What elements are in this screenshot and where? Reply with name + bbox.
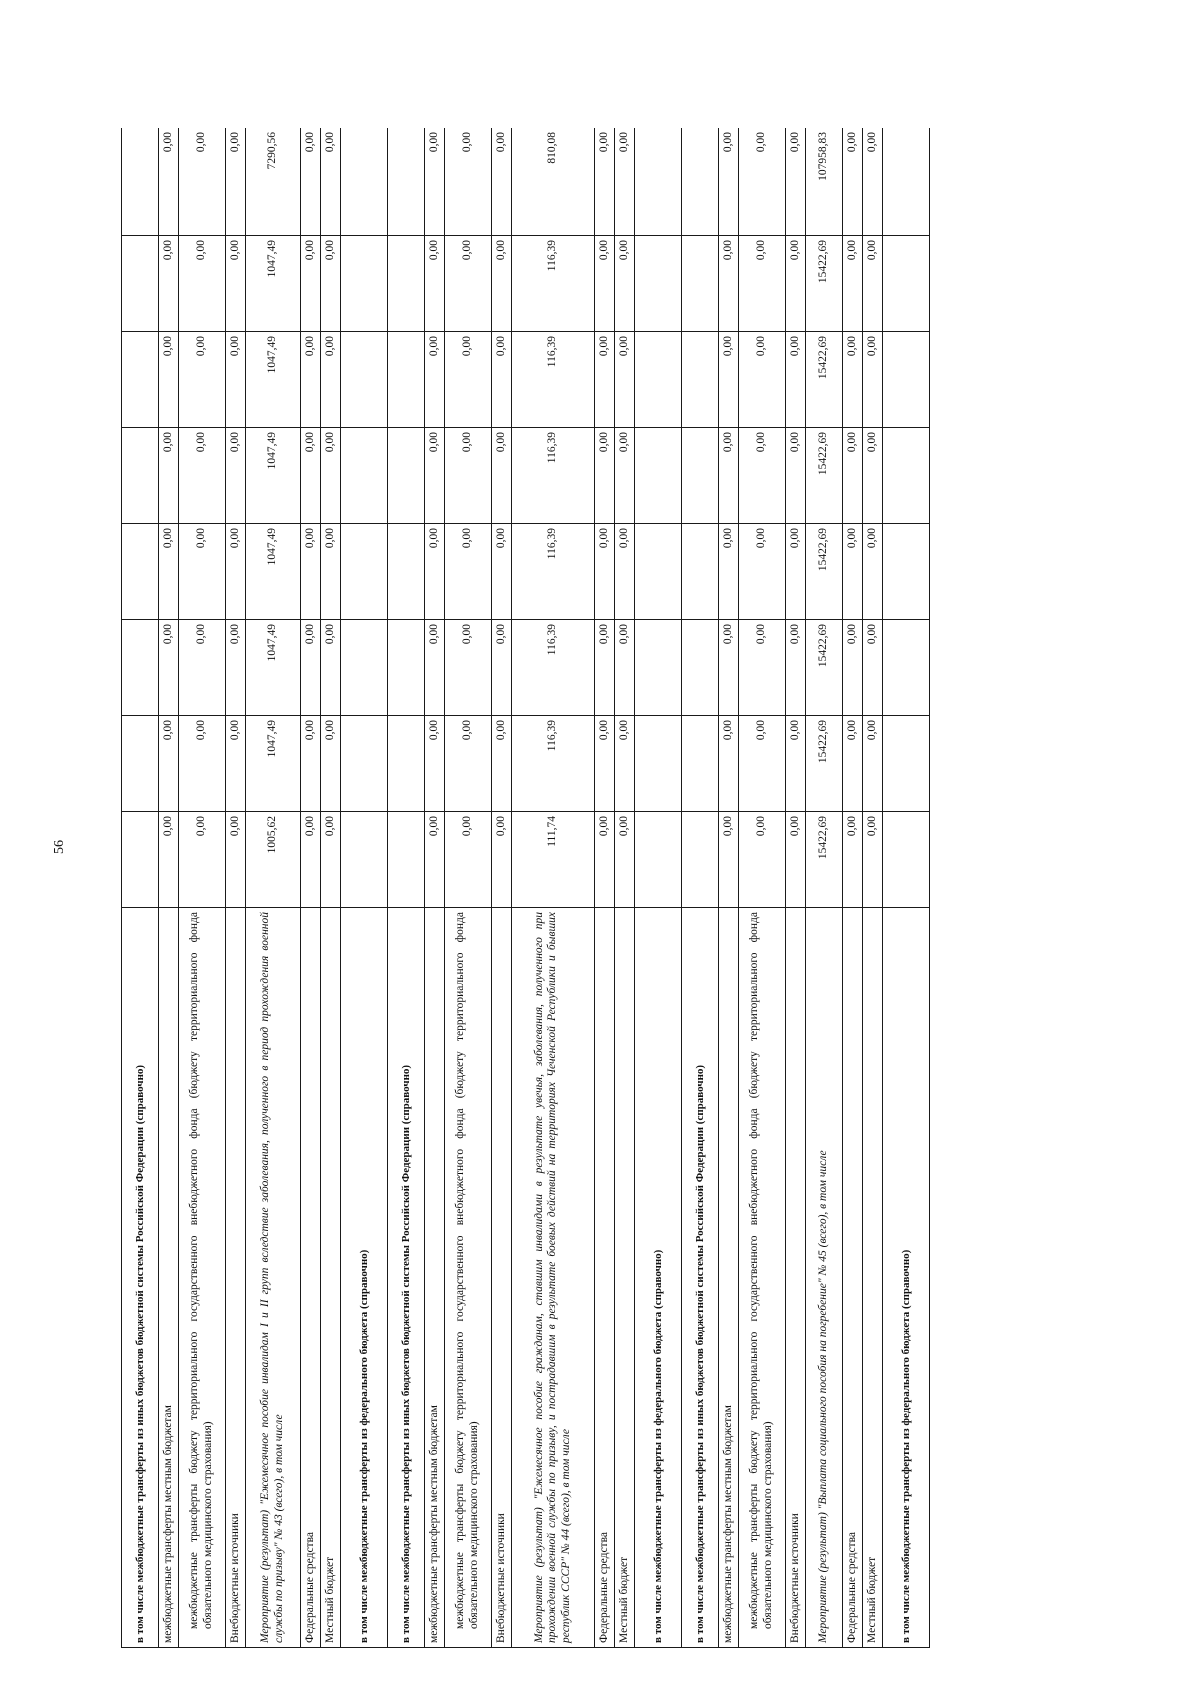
year-value-cell <box>122 524 159 620</box>
year-value-cell <box>341 332 388 428</box>
year-value-cell: 0,00 <box>719 716 739 812</box>
year-value-cell <box>883 332 930 428</box>
row-label: межбюджетные трансферты местным бюджетам <box>425 908 445 1648</box>
year-value-cell: 0,00 <box>425 812 445 908</box>
row-label: межбюджетные трансферты бюджету территориального государственного внебюджетного фонда (бюджету территориального фонда обязательного медицинского страхования) <box>739 908 786 1648</box>
year-value-cell <box>682 812 719 908</box>
year-value-cell: 0,00 <box>843 524 863 620</box>
row-total-cell: 810,08 <box>512 128 595 236</box>
year-value-cell: 15422,69 <box>806 812 843 908</box>
year-value-cell <box>682 524 719 620</box>
year-value-cell: 0,00 <box>786 236 806 332</box>
year-value-cell <box>682 716 719 812</box>
row-label: в том числе межбюджетные трансферты из иных бюджетов бюджетной системы Российской Федерации (справочно) <box>122 908 159 1648</box>
year-value-cell: 0,00 <box>786 812 806 908</box>
year-value-cell: 0,00 <box>595 620 615 716</box>
table-row <box>492 128 512 1648</box>
year-value-cell: 15422,69 <box>806 236 843 332</box>
year-value-cell: 0,00 <box>301 236 321 332</box>
year-value-cell: 1047,49 <box>246 332 301 428</box>
year-value-cell: 0,00 <box>159 524 179 620</box>
year-value-cell: 0,00 <box>786 524 806 620</box>
year-value-cell: 0,00 <box>321 332 341 428</box>
year-value-cell: 0,00 <box>179 332 226 428</box>
row-total-cell: 0,00 <box>179 128 226 236</box>
row-total-cell: 0,00 <box>615 128 635 236</box>
year-value-cell: 0,00 <box>739 620 786 716</box>
year-value-cell <box>341 716 388 812</box>
budget-table-body <box>122 128 930 1648</box>
year-value-cell <box>122 332 159 428</box>
year-value-cell: 0,00 <box>321 716 341 812</box>
table-row <box>122 128 159 1648</box>
year-value-cell <box>341 812 388 908</box>
year-value-cell <box>883 620 930 716</box>
year-value-cell: 0,00 <box>719 332 739 428</box>
year-value-cell: 0,00 <box>719 428 739 524</box>
row-label: межбюджетные трансферты местным бюджетам <box>719 908 739 1648</box>
row-total-cell: 0,00 <box>786 128 806 236</box>
year-value-cell: 0,00 <box>301 332 321 428</box>
year-value-cell: 0,00 <box>595 716 615 812</box>
table-row <box>179 128 226 1648</box>
year-value-cell: 0,00 <box>595 524 615 620</box>
year-value-cell: 116,39 <box>512 332 595 428</box>
year-value-cell: 0,00 <box>445 524 492 620</box>
budget-table-frame <box>121 128 1049 1648</box>
year-value-cell: 0,00 <box>843 236 863 332</box>
year-value-cell: 0,00 <box>492 332 512 428</box>
table-row <box>883 128 930 1648</box>
year-value-cell: 0,00 <box>226 716 246 812</box>
year-value-cell: 0,00 <box>159 716 179 812</box>
row-total-cell: 0,00 <box>492 128 512 236</box>
year-value-cell: 0,00 <box>786 332 806 428</box>
year-value-cell <box>883 812 930 908</box>
year-value-cell: 0,00 <box>786 428 806 524</box>
year-value-cell: 0,00 <box>179 620 226 716</box>
year-value-cell: 1005,62 <box>246 812 301 908</box>
table-row <box>226 128 246 1648</box>
row-total-cell: 0,00 <box>739 128 786 236</box>
year-value-cell: 0,00 <box>863 332 883 428</box>
table-row <box>388 128 425 1648</box>
year-value-cell: 116,39 <box>512 620 595 716</box>
year-value-cell: 0,00 <box>321 236 341 332</box>
year-value-cell: 0,00 <box>719 620 739 716</box>
year-value-cell: 0,00 <box>445 812 492 908</box>
year-value-cell: 0,00 <box>179 716 226 812</box>
year-value-cell: 0,00 <box>159 428 179 524</box>
year-value-cell: 0,00 <box>719 812 739 908</box>
row-label: Федеральные средства <box>595 908 615 1648</box>
year-value-cell: 0,00 <box>492 620 512 716</box>
row-total-cell: 0,00 <box>425 128 445 236</box>
year-value-cell: 0,00 <box>595 812 615 908</box>
year-value-cell: 1047,49 <box>246 620 301 716</box>
year-value-cell: 0,00 <box>159 620 179 716</box>
row-total-cell: 0,00 <box>159 128 179 236</box>
year-value-cell: 0,00 <box>595 428 615 524</box>
year-value-cell: 0,00 <box>425 428 445 524</box>
year-value-cell <box>388 620 425 716</box>
row-label: в том числе межбюджетные трансферты из федерального бюджета (справочно) <box>635 908 682 1648</box>
row-label: Местный бюджет <box>863 908 883 1648</box>
table-row <box>445 128 492 1648</box>
row-total-cell: 0,00 <box>445 128 492 236</box>
year-value-cell <box>388 428 425 524</box>
year-value-cell: 0,00 <box>863 812 883 908</box>
table-row <box>615 128 635 1648</box>
year-value-cell <box>341 620 388 716</box>
table-row <box>739 128 786 1648</box>
row-total-cell <box>682 128 719 236</box>
row-label: Федеральные средства <box>301 908 321 1648</box>
year-value-cell: 1047,49 <box>246 716 301 812</box>
year-value-cell: 0,00 <box>321 620 341 716</box>
row-label: Местный бюджет <box>615 908 635 1648</box>
year-value-cell <box>122 428 159 524</box>
year-value-cell: 0,00 <box>492 524 512 620</box>
year-value-cell: 15422,69 <box>806 716 843 812</box>
row-label: Федеральные средства <box>843 908 863 1648</box>
table-row <box>301 128 321 1648</box>
year-value-cell: 0,00 <box>739 332 786 428</box>
row-total-cell <box>341 128 388 236</box>
row-total-cell: 107958,83 <box>806 128 843 236</box>
year-value-cell: 0,00 <box>595 236 615 332</box>
year-value-cell <box>883 236 930 332</box>
year-value-cell: 0,00 <box>179 524 226 620</box>
table-row <box>719 128 739 1648</box>
row-label: Мероприятие (результат) "Выплата социального пособия на погребение" № 45 (всего), в том числе <box>806 908 843 1648</box>
year-value-cell: 0,00 <box>843 428 863 524</box>
table-row <box>321 128 341 1648</box>
year-value-cell <box>388 236 425 332</box>
year-value-cell <box>341 236 388 332</box>
year-value-cell: 0,00 <box>301 524 321 620</box>
year-value-cell: 0,00 <box>615 236 635 332</box>
row-total-cell <box>635 128 682 236</box>
row-total-cell <box>122 128 159 236</box>
year-value-cell: 0,00 <box>301 620 321 716</box>
row-label: Внебюджетные источники <box>226 908 246 1648</box>
year-value-cell: 0,00 <box>226 620 246 716</box>
year-value-cell: 0,00 <box>179 236 226 332</box>
year-value-cell: 0,00 <box>492 236 512 332</box>
row-total-cell: 0,00 <box>226 128 246 236</box>
year-value-cell: 0,00 <box>425 716 445 812</box>
row-total-cell: 0,00 <box>719 128 739 236</box>
year-value-cell: 0,00 <box>492 812 512 908</box>
year-value-cell: 15422,69 <box>806 332 843 428</box>
year-value-cell: 0,00 <box>226 428 246 524</box>
year-value-cell: 0,00 <box>445 716 492 812</box>
row-total-cell: 0,00 <box>863 128 883 236</box>
table-row <box>246 128 301 1648</box>
year-value-cell <box>635 236 682 332</box>
row-label: в том числе межбюджетные трансферты из федерального бюджета (справочно) <box>341 908 388 1648</box>
year-value-cell: 116,39 <box>512 428 595 524</box>
year-value-cell: 0,00 <box>786 716 806 812</box>
table-row <box>863 128 883 1648</box>
year-value-cell: 0,00 <box>615 620 635 716</box>
row-label: межбюджетные трансферты местным бюджетам <box>159 908 179 1648</box>
year-value-cell: 1047,49 <box>246 524 301 620</box>
year-value-cell: 0,00 <box>301 812 321 908</box>
page-number: 56 <box>52 840 67 854</box>
year-value-cell: 0,00 <box>492 716 512 812</box>
year-value-cell <box>341 428 388 524</box>
table-row <box>159 128 179 1648</box>
year-value-cell: 0,00 <box>159 236 179 332</box>
year-value-cell: 0,00 <box>739 716 786 812</box>
year-value-cell: 0,00 <box>321 428 341 524</box>
row-label: межбюджетные трансферты бюджету территориального государственного внебюджетного фонда (бюджету территориального фонда обязательного медицинского страхования) <box>445 908 492 1648</box>
year-value-cell <box>635 620 682 716</box>
year-value-cell: 0,00 <box>492 428 512 524</box>
year-value-cell: 116,39 <box>512 716 595 812</box>
year-value-cell: 0,00 <box>615 524 635 620</box>
year-value-cell <box>388 524 425 620</box>
year-value-cell: 0,00 <box>863 620 883 716</box>
row-label: Мероприятие (результат) "Ежемесячное пособие гражданам, ставшим инвалидами в результате увечья, заболевания, полученного при прохождении военной службы по призыву, и пострадавшим в результате боевых действий на территориях Чеченской Республики и бывших республик СССР" № 44 (всего), в том числе <box>512 908 595 1648</box>
year-value-cell: 0,00 <box>863 236 883 332</box>
year-value-cell: 15422,69 <box>806 524 843 620</box>
table-row <box>843 128 863 1648</box>
year-value-cell: 0,00 <box>615 812 635 908</box>
year-value-cell: 0,00 <box>445 236 492 332</box>
year-value-cell <box>341 524 388 620</box>
table-row <box>512 128 595 1648</box>
year-value-cell: 0,00 <box>863 716 883 812</box>
table-row <box>806 128 843 1648</box>
table-row <box>425 128 445 1648</box>
year-value-cell: 0,00 <box>615 716 635 812</box>
year-value-cell <box>883 428 930 524</box>
year-value-cell: 0,00 <box>843 812 863 908</box>
year-value-cell <box>883 716 930 812</box>
row-label: в том числе межбюджетные трансферты из иных бюджетов бюджетной системы Российской Федерации (справочно) <box>682 908 719 1648</box>
year-value-cell <box>682 620 719 716</box>
year-value-cell: 0,00 <box>615 428 635 524</box>
row-label: Местный бюджет <box>321 908 341 1648</box>
year-value-cell <box>682 332 719 428</box>
year-value-cell: 0,00 <box>425 236 445 332</box>
year-value-cell: 0,00 <box>425 620 445 716</box>
year-value-cell: 0,00 <box>719 236 739 332</box>
year-value-cell: 0,00 <box>739 428 786 524</box>
year-value-cell <box>122 812 159 908</box>
row-total-cell: 0,00 <box>301 128 321 236</box>
year-value-cell <box>883 524 930 620</box>
year-value-cell: 0,00 <box>615 332 635 428</box>
year-value-cell: 15422,69 <box>806 428 843 524</box>
table-row <box>635 128 682 1648</box>
year-value-cell <box>635 332 682 428</box>
year-value-cell: 0,00 <box>786 620 806 716</box>
row-total-cell <box>388 128 425 236</box>
year-value-cell <box>122 620 159 716</box>
year-value-cell <box>122 716 159 812</box>
budget-table-rotator <box>121 128 1049 1648</box>
row-label: в том числе межбюджетные трансферты из иных бюджетов бюджетной системы Российской Федерации (справочно) <box>388 908 425 1648</box>
year-value-cell <box>635 716 682 812</box>
year-value-cell: 0,00 <box>843 332 863 428</box>
year-value-cell <box>635 812 682 908</box>
year-value-cell <box>682 428 719 524</box>
year-value-cell: 0,00 <box>226 236 246 332</box>
year-value-cell: 15422,69 <box>806 620 843 716</box>
year-value-cell: 0,00 <box>445 428 492 524</box>
year-value-cell: 111,74 <box>512 812 595 908</box>
year-value-cell <box>635 524 682 620</box>
year-value-cell: 116,39 <box>512 524 595 620</box>
row-label: Внебюджетные источники <box>786 908 806 1648</box>
year-value-cell: 0,00 <box>739 812 786 908</box>
year-value-cell <box>682 236 719 332</box>
year-value-cell: 0,00 <box>301 716 321 812</box>
year-value-cell: 0,00 <box>159 332 179 428</box>
year-value-cell: 0,00 <box>445 620 492 716</box>
year-value-cell: 0,00 <box>863 428 883 524</box>
row-label: межбюджетные трансферты бюджету территориального государственного внебюджетного фонда (бюджету территориального фонда обязательного медицинского страхования) <box>179 908 226 1648</box>
year-value-cell: 0,00 <box>179 428 226 524</box>
year-value-cell: 0,00 <box>226 812 246 908</box>
year-value-cell <box>635 428 682 524</box>
year-value-cell <box>388 812 425 908</box>
table-row <box>341 128 388 1648</box>
row-total-cell: 7290,56 <box>246 128 301 236</box>
year-value-cell: 1047,49 <box>246 236 301 332</box>
year-value-cell: 0,00 <box>425 524 445 620</box>
year-value-cell: 0,00 <box>863 524 883 620</box>
row-total-cell: 0,00 <box>595 128 615 236</box>
year-value-cell: 0,00 <box>159 812 179 908</box>
year-value-cell: 0,00 <box>321 524 341 620</box>
year-value-cell: 0,00 <box>843 716 863 812</box>
year-value-cell <box>388 716 425 812</box>
year-value-cell: 0,00 <box>226 524 246 620</box>
row-total-cell: 0,00 <box>843 128 863 236</box>
year-value-cell: 0,00 <box>719 524 739 620</box>
year-value-cell: 0,00 <box>425 332 445 428</box>
table-row <box>786 128 806 1648</box>
year-value-cell: 0,00 <box>595 332 615 428</box>
year-value-cell: 0,00 <box>226 332 246 428</box>
year-value-cell <box>122 236 159 332</box>
year-value-cell: 0,00 <box>739 236 786 332</box>
year-value-cell: 0,00 <box>321 812 341 908</box>
year-value-cell: 0,00 <box>179 812 226 908</box>
row-label: Внебюджетные источники <box>492 908 512 1648</box>
year-value-cell: 116,39 <box>512 236 595 332</box>
budget-table <box>121 128 930 1648</box>
year-value-cell: 0,00 <box>739 524 786 620</box>
table-row <box>682 128 719 1648</box>
row-label: в том числе межбюджетные трансферты из федерального бюджета (справочно) <box>883 908 930 1648</box>
row-total-cell <box>883 128 930 236</box>
year-value-cell: 0,00 <box>445 332 492 428</box>
year-value-cell <box>388 332 425 428</box>
year-value-cell: 0,00 <box>843 620 863 716</box>
year-value-cell: 0,00 <box>301 428 321 524</box>
table-row <box>595 128 615 1648</box>
year-value-cell: 1047,49 <box>246 428 301 524</box>
row-total-cell: 0,00 <box>321 128 341 236</box>
row-label: Мероприятие (результат) "Ежемесячное пособие инвалидам I и II групп вследствие заболевания, полученного в период прохождения военной службы по призыву" № 43 (всего), в том числе <box>246 908 301 1648</box>
